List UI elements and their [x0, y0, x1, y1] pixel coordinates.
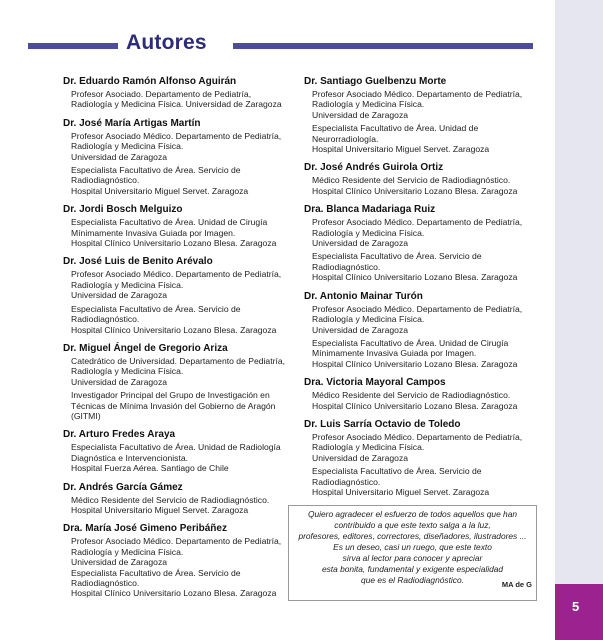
- author-name: Dra. Blanca Madariaga Ruiz: [304, 204, 436, 216]
- author-name: Dr. Antonio Mainar Turón: [304, 290, 423, 302]
- author-affiliation: Médico Residente del Servicio de Radiodiagnóstico. Hospital Clínico Universitario Lozano Blesa. Zaragoza: [312, 175, 518, 196]
- author-entry: [63, 429, 299, 473]
- page-number: 5: [572, 599, 580, 614]
- author-affiliation: Profesor Asociado Médico. Departamento de Pediatría, Radiología y Medicina Física. Universidad de Zaragoza: [312, 217, 523, 249]
- author-affiliation: Profesor Asociado Médico. Departamento de Pediatría, Radiología y Medicina Física. Universidad de Zaragoza: [312, 303, 523, 335]
- author-entry: [63, 76, 299, 110]
- author-affiliation: Profesor Asociado Médico. Departamento de Pediatría, Radiología y Medicina Física. Universidad de Zaragoza: [71, 130, 282, 162]
- author-affiliation: Catedrático de Universidad. Departamento de Pediatría, Radiología y Medicina Física. Universidad de Zaragoza: [71, 355, 286, 387]
- dedication-line: profesores, editores, correctores, diseñadores, ilustradores ...: [298, 531, 527, 541]
- author-entry: [63, 204, 299, 248]
- author-entry: [63, 482, 299, 516]
- author-affiliation: Especialista Facultativo de Área. Unidad de Cirugía Mínimamente Invasiva Guiada por Imagen. Hospital Clínico Universitario Lozano Blesa. Zaragoza: [312, 337, 518, 369]
- author-affiliation: Especialista Facultativo de Área. Unidad de Neurorradiología. Hospital Universitario Miguel Servet. Zaragoza: [312, 123, 490, 155]
- author-affiliation: Profesor Asociado Médico. Departamento de Pediatría, Radiología y Medicina Física. Universidad de Zaragoza Especialista Facultativo de Área. Servicio de Radiodiagnóstico. Hospital Clínico Universitario Lozano Blesa. Zaragoza: [71, 536, 282, 599]
- author-name: Dr. Eduardo Ramón Alfonso Aguirán: [63, 76, 237, 87]
- dedication-signature: MA de G: [501, 580, 532, 589]
- title-rule-right: [233, 43, 533, 49]
- dedication-line: sirva al lector para conocer y apreciar: [342, 553, 483, 563]
- author-affiliation: Profesor Asociado Médico. Departamento de Pediatría, Radiología y Medicina Física. Universidad de Zaragoza: [312, 89, 523, 120]
- author-name: Dr. José Luis de Benito Arévalo: [63, 256, 213, 268]
- author-name: Dra. María José Gimeno Peribáñez: [63, 523, 227, 535]
- author-name: Dr. José María Artigas Martín: [63, 117, 201, 129]
- authors-left-column: [63, 76, 299, 607]
- author-affiliation: Profesor Asociado Médico. Departamento de Pediatría, Radiología y Medicina Física. Universidad de Zaragoza: [71, 269, 282, 301]
- author-name: Dr. Luis Sarría Octavio de Toledo: [304, 418, 461, 430]
- dedication-line: esta bonita, fundamental y exigente especialidad: [321, 564, 504, 574]
- author-entry: [63, 343, 299, 421]
- author-name: Dr. Miguel Ángel de Gregorio Ariza: [63, 342, 228, 354]
- author-affiliation: Especialista Facultativo de Área. Servicio de Radiodiagnóstico. Hospital Universitario Miguel Servet. Zaragoza: [71, 165, 249, 196]
- author-entry: [304, 419, 540, 497]
- author-affiliation: Profesor Asociado Médico. Departamento de Pediatría, Radiología y Medicina Física. Universidad de Zaragoza: [312, 431, 523, 463]
- author-name: Dr. Arturo Fredes Araya: [63, 429, 176, 441]
- author-name: Dr. José Andrés Guirola Ortiz: [304, 162, 444, 174]
- author-name: Dr. Andrés García Gámez: [63, 481, 183, 493]
- author-affiliation: Médico Residente del Servicio de Radiodiagnóstico. Hospital Clínico Universitario Lozano Blesa. Zaragoza: [312, 390, 518, 411]
- page-title: Autores: [126, 31, 207, 54]
- author-affiliation: Especialista Facultativo de Área. Servicio de Radiodiagnóstico. Hospital Universitario Miguel Servet. Zaragoza: [312, 466, 490, 497]
- author-affiliation: Investigador Principal del Grupo de Investigación en Técnicas de Mínima Invasión del Gobierno de Aragón (GITMI): [71, 390, 276, 421]
- author-affiliation: Especialista Facultativo de Área. Servicio de Radiodiagnóstico. Hospital Clínico Universitario Lozano Blesa. Zaragoza: [71, 303, 277, 335]
- author-entry: [304, 291, 540, 369]
- author-name: Dr. Santiago Guelbenzu Morte: [304, 76, 447, 87]
- author-entry: [63, 256, 299, 334]
- dedication-line: Es un deseo, casi un ruego, que este texto: [333, 542, 492, 552]
- author-name: Dra. Victoria Mayoral Campos: [304, 377, 446, 389]
- author-entry: [304, 377, 540, 411]
- author-name: Dr. Jordi Bosch Melguizo: [63, 204, 183, 216]
- author-affiliation: Especialista Facultativo de Área. Unidad de Radiología Diagnóstica e Intervencionista. Hospital Fuerza Aérea. Santiago de Chile: [71, 442, 281, 474]
- page-sidebar: [555, 0, 603, 640]
- dedication-line: Quiero agradecer el esfuerzo de todos aquellos que han: [307, 509, 518, 519]
- author-entry: [304, 162, 540, 196]
- dedication-line: contribuido a que este texto salga a la luz,: [334, 520, 491, 530]
- title-rule-left: [28, 43, 118, 49]
- author-affiliation: Especialista Facultativo de Área. Unidad de Cirugía Mínimamente Invasiva Guiada por Imagen. Hospital Clínico Universitario Lozano Blesa. Zaragoza: [71, 217, 277, 249]
- author-entry: [304, 204, 540, 282]
- dedication-line: que es el Radiodiagnóstico.: [361, 575, 464, 585]
- author-affiliation: Especialista Facultativo de Área. Servicio de Radiodiagnóstico. Hospital Clínico Universitario Lozano Blesa. Zaragoza: [312, 251, 518, 283]
- page-number-tab: [555, 584, 603, 640]
- author-affiliation: Profesor Asociado. Departamento de Pediatría, Radiología y Medicina Física. Universidad de Zaragoza: [71, 89, 282, 110]
- dedication-box: [288, 505, 537, 601]
- author-entry: [63, 118, 299, 196]
- author-entry: [304, 76, 540, 154]
- author-entry: [63, 523, 299, 598]
- authors-right-column: [304, 76, 540, 505]
- author-affiliation: Médico Residente del Servicio de Radiodiagnóstico. Hospital Universitario Miguel Servet. Zaragoza: [71, 494, 270, 515]
